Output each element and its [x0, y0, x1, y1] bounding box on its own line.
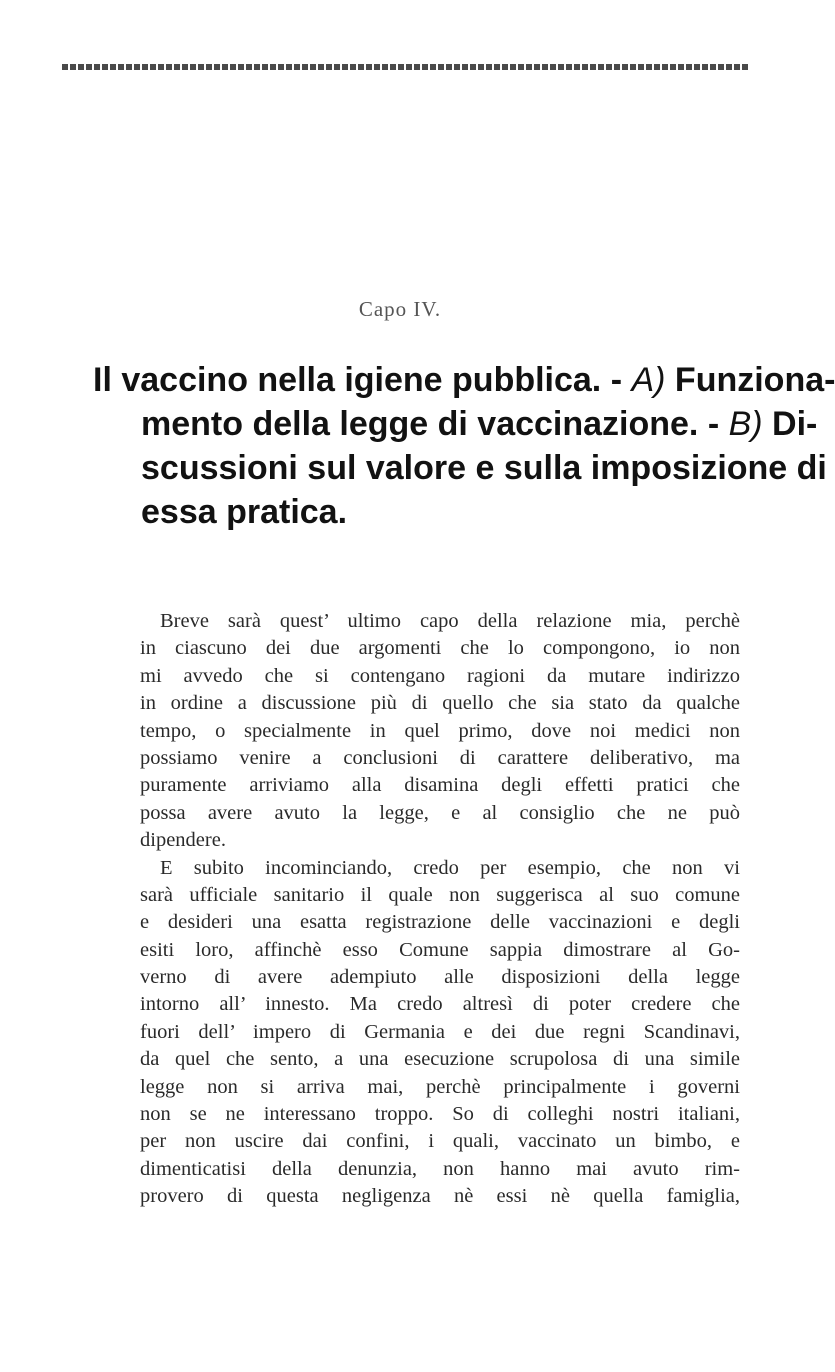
heading-line-2: mento della legge di vaccinazione. - B) Di- [141, 405, 818, 443]
text-line: sarà ufficiale sanitario il quale non suggerisca al suo comune [140, 883, 740, 906]
text-line: dimenticatisi della denunzia, non hanno mai avuto rim- [140, 1157, 740, 1180]
text-line: mi avvedo che si contengano ragioni da mutare indirizzo [140, 664, 740, 687]
section-heading [93, 358, 835, 534]
text-line: in ordine a discussione più di quello che sia stato da qualche [140, 692, 740, 715]
text-line: e desideri una esatta registrazione delle vaccinazioni e degli [140, 911, 740, 934]
text-line: in ciascuno dei due argomenti che lo compongono, io non [140, 637, 740, 660]
text-line: possiamo venire a conclusioni di carattere deliberativo, ma [140, 746, 740, 769]
text-line: esiti loro, affinchè esso Comune sappia dimostrare al Go- [140, 938, 740, 961]
text-line: possa avere avuto la legge, e al consiglio che ne può [140, 801, 740, 824]
text-line: tempo, o specialmente in quel primo, dove noi medici non [140, 719, 740, 742]
heading-line-4: essa pratica. [141, 493, 348, 531]
heading-line-3: scussioni sul valore e sulla imposizione di [141, 449, 827, 487]
text-line: dipendere. [140, 829, 226, 852]
text-line: legge non si arriva mai, perchè principalmente i governi [140, 1075, 740, 1098]
paragraph-2 [140, 855, 740, 1211]
text-line: puramente arriviamo alla disamina degli effetti pratici che [140, 774, 740, 797]
text-line: Breve sarà quest’ ultimo capo della relazione mia, perchè [160, 610, 740, 632]
text-line: intorno all’ innesto. Ma credo altresì di poter credere che [140, 993, 740, 1016]
text-line: non se ne interessano troppo. So di colleghi nostri italiani, [140, 1103, 740, 1126]
text-line: E subito incominciando, credo per esempio, che non vi [160, 856, 740, 879]
text-line: per non uscire dai confini, i quali, vaccinato un bimbo, e [140, 1130, 740, 1153]
chapter-title: Capo IV. [358, 297, 442, 321]
paragraph-1 [140, 608, 740, 855]
text-line: verno di avere adempiuto alle disposizioni della legge [140, 966, 740, 989]
page-top-edge [62, 64, 750, 70]
text-line: da quel che sento, a una esecuzione scrupolosa di una simile [140, 1048, 740, 1071]
heading-line-1: Il vaccino nella igiene pubblica. - A) Funziona- [93, 361, 835, 399]
text-line: fuori dell’ impero di Germania e dei due regni Scandinavi, [140, 1020, 740, 1043]
text-line: provero di questa negligenza nè essi nè quella famiglia, [140, 1185, 740, 1208]
body-text [140, 608, 740, 1211]
